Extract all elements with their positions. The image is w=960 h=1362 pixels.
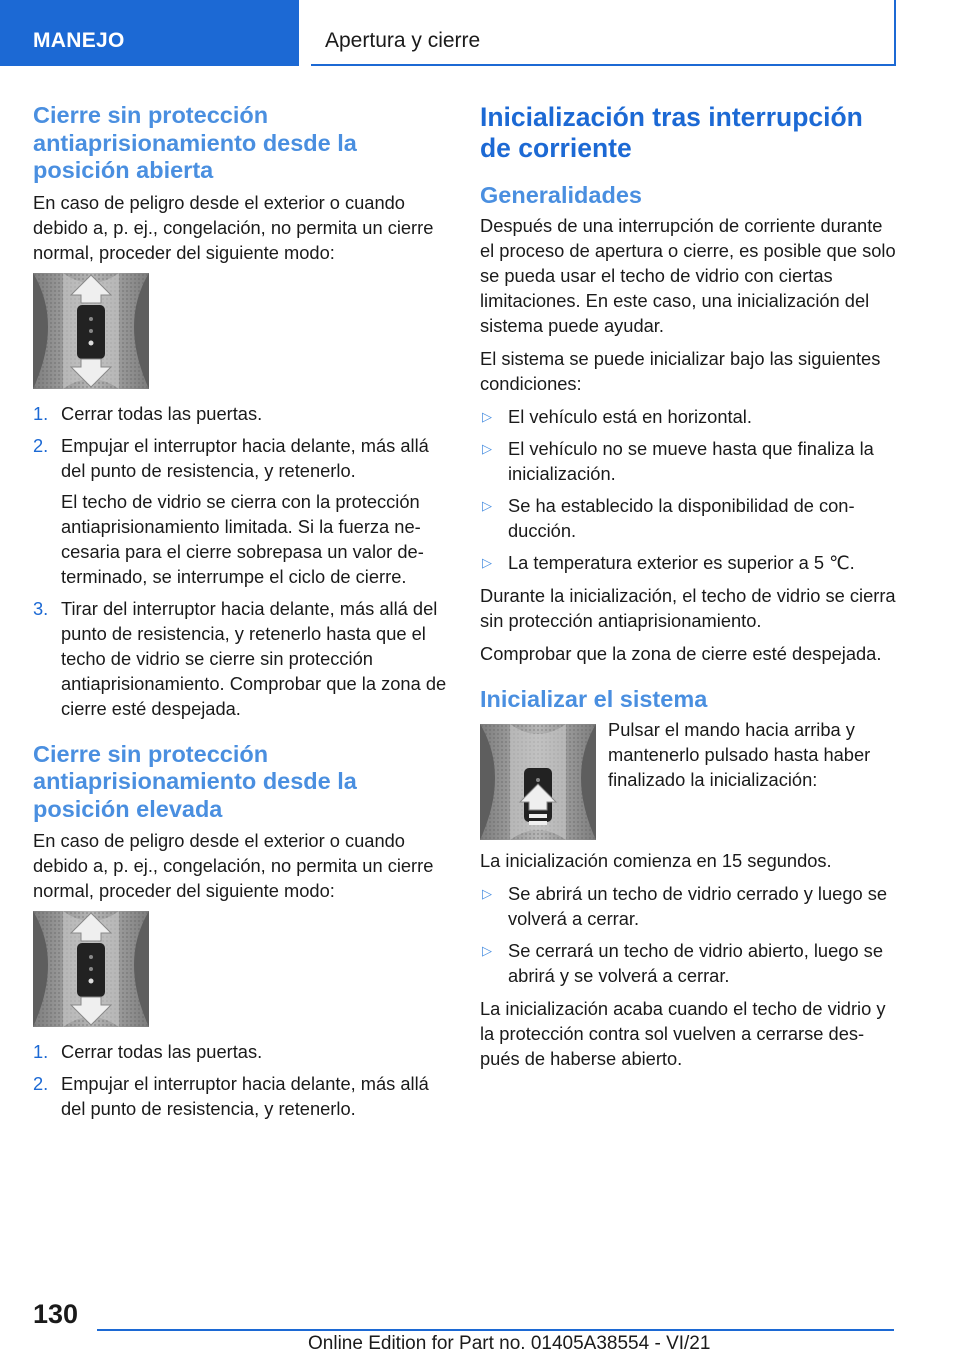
step-text: Empujar el interruptor hacia delante, más allá del punto de resistencia, y retenerlo. [61,434,429,481]
list-item [480,493,896,543]
triangle-bullet-icon: ▷ [482,441,492,456]
condition-text: El vehículo está en horizontal. [508,406,752,427]
step-text: Tirar del interruptor hacia delante, más allá del punto de resistencia, y retenerlo hasta que el techo de vidrio se cierre sin protección antiaprisionamiento. Comprobar que la zona de cierre esté despejada. [61,597,447,719]
subheading-general: Generalidades [480,182,642,208]
paragraph: Durante la inicialización, el techo de vidrio se cierra sin protección antiaprisionamiento. [480,585,896,631]
steps-list-open [33,401,449,721]
paragraph: Comprobar que la zona de cierre esté despejada. [480,643,882,664]
switch-push-up-image [480,724,596,840]
page-number: 130 [33,1299,79,1329]
list-item [33,401,449,426]
result-text: Se cerrará un techo de vidrio abierto, luego se abrirá y se volverá a cerrar. [508,940,883,986]
chapter-label: MANEJO [33,29,125,52]
triangle-bullet-icon: ▷ [482,555,492,570]
section-intro: En caso de peligro desde el exterior o cuando debido a, p. ej., congelación, no permita un cierre normal, proceder del siguiente modo: [33,830,434,901]
step-number: 2. [33,1073,49,1094]
list-item [33,1039,449,1064]
step-number: 1. [33,1041,49,1062]
list-item [480,404,896,429]
section-intro: En caso de peligro desde el exterior o cuando debido a, p. ej., congelación, no permita un cierre normal, proceder del siguiente modo: [33,191,434,263]
right-column [480,102,896,1079]
switch-push-pull-image [33,273,149,389]
section-heading-raised-position: Cierre sin protección antiaprisionamiento desde la posición elevada [33,740,357,822]
conditions-list [480,404,896,575]
condition-text: La temperatura exterior es superior a 5 ℃. [508,552,855,573]
main-heading-initialization: Inicialización tras interrupción de corriente [480,102,863,163]
step-note: El techo de vidrio se cierra con la protección antiaprisionamiento limitada. Si la fuerza necesaria para el cierre sobrepasa un valor determinado, se interrumpe el ciclo de cierre. [61,490,424,587]
left-column [33,102,449,1129]
paragraph: La inicialización acaba cuando el techo de vidrio y la protección contra sol vuelven a cerrarse después de haberse abierto. [480,998,886,1069]
results-list [480,881,896,988]
step-text: Empujar el interruptor hacia delante, más allá del punto de resistencia, y retenerlo. [61,1073,429,1119]
step-text: Cerrar todas las puertas. [61,1041,263,1062]
triangle-bullet-icon: ▷ [482,498,492,513]
list-item [480,938,896,988]
footer-divider [97,1329,894,1331]
switch-push-pull-image [33,911,149,1027]
condition-text: El vehículo no se mueve hasta que finaliza la inicialización. [508,438,874,484]
list-item [480,436,896,486]
chapter-tab [0,0,299,66]
section-heading-open-position: Cierre sin protección antiaprisionamiento desde la posición abierta [33,102,357,183]
paragraph: La inicialización comienza en 15 segundos. [480,850,832,871]
list-item [33,596,449,721]
list-item [480,550,896,575]
list-item [33,1071,449,1121]
result-text: Se abrirá un techo de vidrio cerrado y luego se volverá a cerrar. [508,883,888,929]
triangle-bullet-icon: ▷ [482,409,492,424]
paragraph: Después de una interrupción de corriente durante el proceso de apertura o cierre, es posible que solo se pueda usar el techo de vidrio con ciertas limitaciones. En este caso, una inicialización del sistema puede ayudar. [480,215,896,336]
triangle-bullet-icon: ▷ [482,943,492,958]
paragraph: Pulsar el mando hacia arriba y mantenerlo pulsado hasta haber finalizado la inicialización: [608,719,871,790]
step-number: 3. [33,597,49,619]
steps-list-raised [33,1039,449,1121]
triangle-bullet-icon: ▷ [482,886,492,901]
section-title: Apertura y cierre [325,29,481,52]
list-item [33,433,449,589]
subheading-initialize: Inicializar el sistema [480,686,708,712]
condition-text: Se ha establecido la disponibilidad de conducción. [508,495,855,541]
step-number: 1. [33,402,49,424]
step-number: 2. [33,434,49,456]
step-text: Cerrar todas las puertas. [61,402,263,424]
list-item [480,881,896,931]
paragraph: El sistema se puede inicializar bajo las siguientes condiciones: [480,348,881,394]
section-header [311,0,896,66]
edition-info: Online Edition for Part no. 01405A38554 - VI/21 [308,1333,711,1354]
